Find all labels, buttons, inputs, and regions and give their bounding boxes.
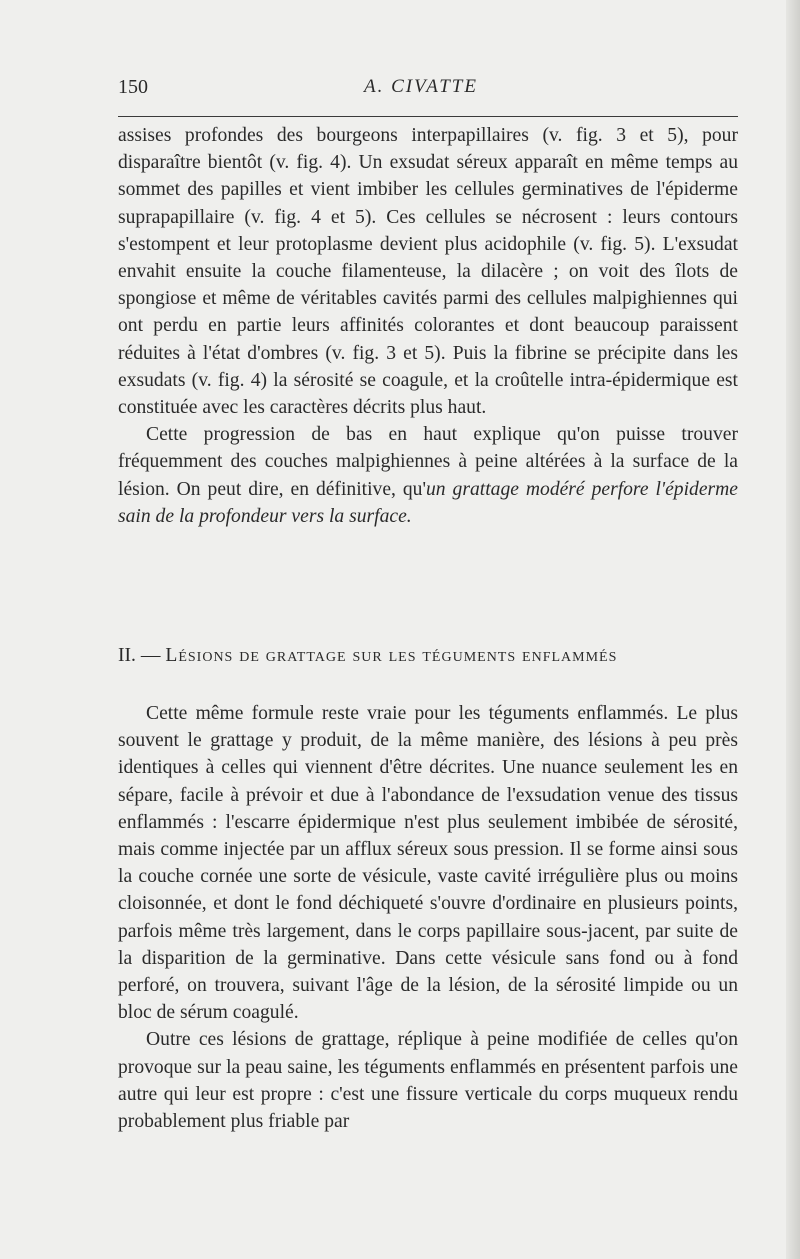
page-edge <box>786 0 800 1259</box>
section-heading <box>118 642 738 669</box>
paragraph-text: Cette progression de bas en haut explique qu'on puisse trouver fréquemment des couches malpighiennes à peine altérées à la surface de la lésion. On peut dire, en définitive, qu' <box>118 424 738 500</box>
emphasized-conclusion: un grattage modéré perfore l'épiderme sain de la profondeur vers la surface. <box>118 478 739 527</box>
paragraph: assises profondes des bourgeons interpapillaires (v. fig. 3 et 5), pour disparaître bientôt (v. fig. 4). Un exsudat séreux apparaît en même temps au sommet des papilles et vient imbiber les cellules germinatives de l'épiderme suprapapillaire (v. fig. 4 et 5). Ces cellules se nécrosent : leurs contours s'estompent et leur protoplasme devient plus acidophile (v. fig. 5). L'exsudat envahit ensuite la couche filamenteuse, la dilacère ; on voit des îlots de spongiose et même de véritables cavités parmi des cellules malpighiennes qui ont perdu en partie leurs affinités colorantes et dont beaucoup paraissent réduites à l'état d'ombres (v. fig. 3 et 5). Puis la fibrine se précipite dans les exsudats (v. fig. 4) la sérosité se coagule, et la croûtelle intra-épidermique est constituée avec les caractères décrits plus haut. <box>118 125 738 419</box>
paragraph <box>118 421 738 530</box>
section-1-text <box>118 122 738 530</box>
running-head: A. CIVATTE <box>364 76 478 97</box>
section-title: Lésions de grattage sur les téguments enflammés <box>165 645 618 666</box>
paragraph: Outre ces lésions de grattage, réplique à peine modifiée de celles qu'on provoque sur la peau saine, les téguments enflammés en présentent parfois une autre qui leur est propre : c'est une fissure verticale du corps muqueux rendu probablement plus friable par <box>118 1029 738 1133</box>
page-number: 150 <box>118 76 148 98</box>
header-rule <box>118 116 738 117</box>
section-2-text <box>118 700 738 1135</box>
page-header <box>118 76 738 100</box>
paragraph: Cette même formule reste vraie pour les téguments enflammés. Le plus souvent le grattage y produit, de la même manière, des lésions à peu près identiques à celles qui viennent d'être décrites. Une nuance seulement les en sépare, facile à prévoir et due à l'abondance de l'exsudation venue des tissus enflammés : l'escarre épidermique n'est plus seulement imbibée de sérosité, mais comme injectée par un afflux séreux sous pression. Il se forme ainsi sous la couche cornée une sorte de vésicule, vaste cavité irrégulière plus ou moins cloisonnée, et dont le fond déchiqueté s'ouvre d'ordinaire en plusieurs points, parfois même très largement, dans le corps papillaire sous-jacent, par suite de la disparition de la germinative. Dans cette vésicule sans fond ou à fond perforé, on trouvera, suivant l'âge de la lésion, de la sérosité limpide ou un bloc de sérum coagulé. <box>118 703 738 1024</box>
section-number: II. — <box>118 645 161 666</box>
